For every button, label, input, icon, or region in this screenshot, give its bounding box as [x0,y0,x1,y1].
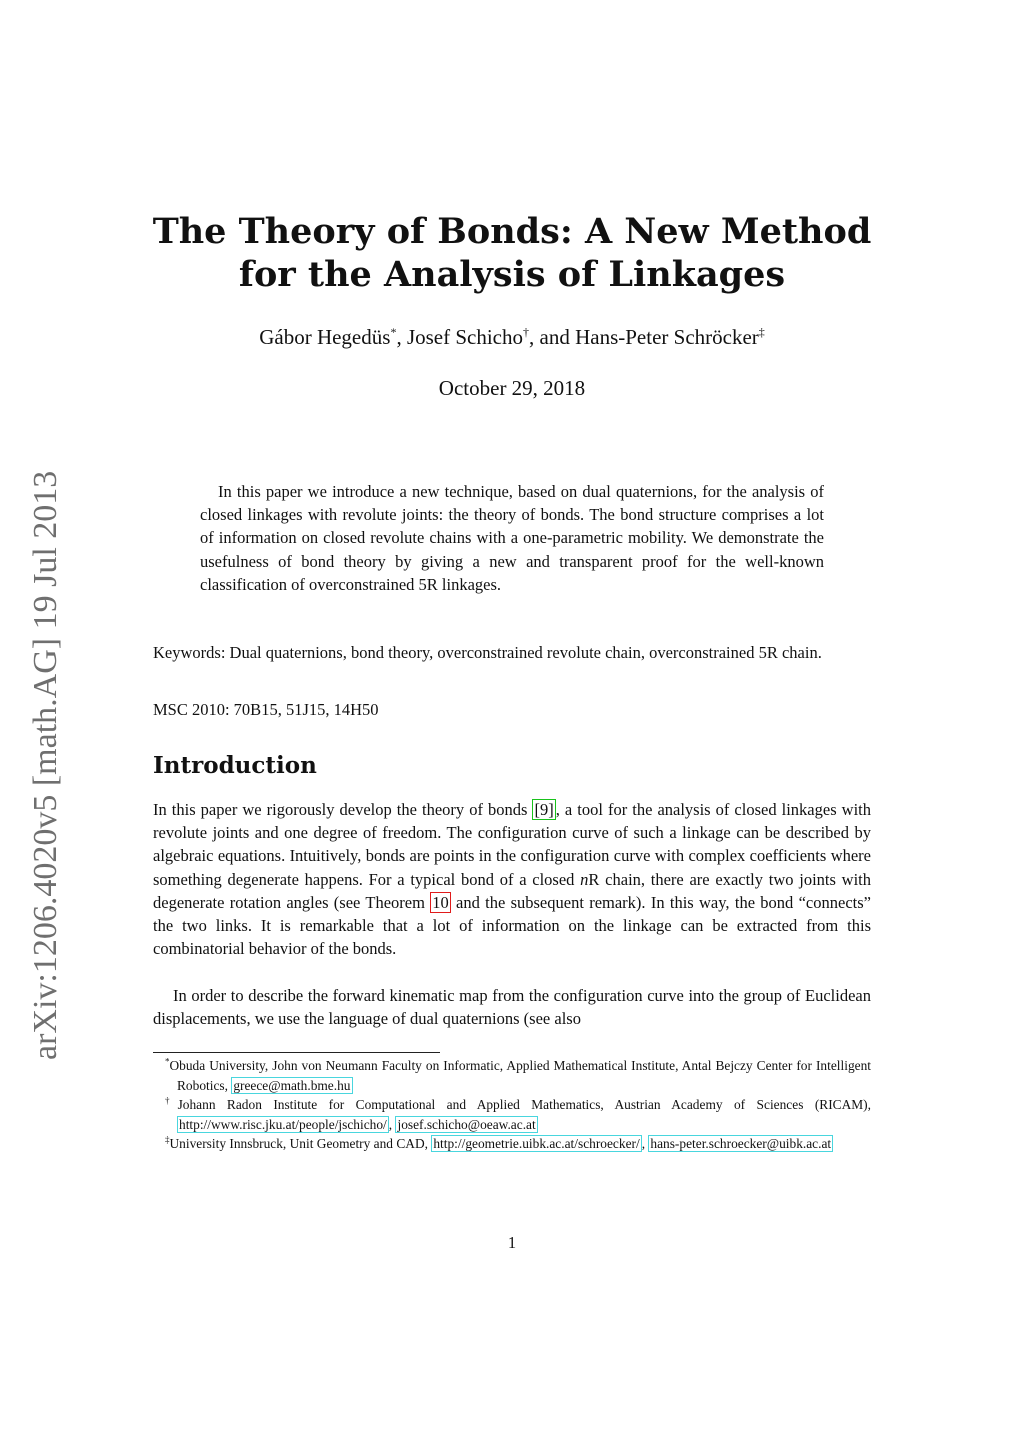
footnote-text: Obuda University, John von Neumann Faculty on Informatic, Applied Mathematical Institute, Antal Bejczy Center for Intelligent Robotics, [169,1058,871,1093]
intro-text: , a tool for the analysis of closed linkages with revolute joints and one degree of freedom. The configuration curve of such a linkage can be described by algebraic equations. Intuitively, bonds are points in the configuration curve with complex coefficients where something degenerate happens. For a typical bond of a closed [153,800,871,889]
intro-text: and the subsequent remark). In this way, the bond “connects” the two links. It is remarkable that a lot of information on the linkage can be extracted from this combinatorial behavior of the bonds. [153,892,871,959]
author-mark-3[interactable]: ‡ [758,325,765,339]
page-number: 1 [507,1233,517,1252]
arxiv-stamp: arXiv:1206.4020v5 [math.AG] 19 Jul 2013 [27,470,64,1060]
author-schicho: Josef Schicho [406,325,524,349]
title-line-1: The Theory of Bonds: A New Method [152,211,872,252]
footnote-separator: , [641,1136,649,1151]
abstract: In this paper we introduce a new technique, based on dual quaternions, for the analysis of closed linkages with revolute joints: the theory of bonds. The bond structure comprises a lot of information on closed revolute chains with a one-parametric mobility. We demonstrate the usefulness of bond theory by giving a new and transparent proof for the well-known classification of overconstrained 5R linkages. [200,482,824,594]
author-mark-1[interactable]: * [390,325,397,339]
footnote-mark: † [165,1095,178,1106]
footnote-divider [153,1052,440,1053]
theorem-link-10[interactable]: 10 [432,892,449,912]
paper-title [140,210,884,296]
footnotes [153,1056,871,1154]
author-schroecker: Hans-Peter Schröcker [575,325,759,349]
intro-text: R chain, there are exactly two joints with degenerate rotation angles (see Theorem [153,869,871,912]
footnote-separator: , [388,1116,396,1132]
author-hegedus: Gábor Hegedüs [259,325,391,349]
citation-link-9[interactable]: [9] [534,800,554,819]
msc-classification: MSC 2010: 70B15, 51J15, 14H50 [153,700,379,719]
url-link-schroecker[interactable]: http://geometrie.uibk.ac.at/schroecker/ [433,1136,640,1151]
author-mark-2[interactable]: † [523,325,530,339]
author-list: Gábor Hegedüs*, Josef Schicho†, and Hans-Peter Schröcker‡ [259,325,765,349]
url-link-schicho[interactable]: http://www.risc.jku.at/people/jschicho/ [179,1116,387,1132]
footnote-3 [153,1134,871,1154]
intro-text: In this paper we rigorously develop the theory of bonds [153,800,533,819]
intro-paragraph-2: In order to describe the forward kinematic map from the configuration curve into the group of Euclidean displacements, we use the language of dual quaternions (see also [153,986,871,1029]
footnote-mark: ‡ [165,1134,170,1145]
section-heading-introduction: Introduction [153,752,317,779]
email-link-schroecker[interactable]: hans-peter.schroecker@uibk.ac.at [650,1136,832,1151]
keywords: Keywords: Dual quaternions, bond theory, overconstrained revolute chain, overconstrained 5R chain. [153,643,822,662]
title-line-2: for the Analysis of Linkages [238,254,786,295]
math-n: n [580,869,589,889]
footnote-1 [153,1056,871,1095]
footnote-text: Johann Radon Institute for Computational and Applied Mathematics, Austrian Academy of Sciences (RICAM), [177,1097,871,1112]
email-link-schicho[interactable]: josef.schicho@oeaw.ac.at [397,1116,536,1132]
footnote-mark: * [165,1056,170,1067]
email-link-hegedus[interactable]: greece@math.bme.hu [233,1077,351,1093]
intro-paragraph-1 [153,798,871,960]
footnote-2 [153,1095,871,1134]
paper-date: October 29, 2018 [438,376,586,400]
author-connector: and [539,325,570,349]
footnote-text: University Innsbruck, Unit Geometry and CAD, [169,1136,432,1151]
